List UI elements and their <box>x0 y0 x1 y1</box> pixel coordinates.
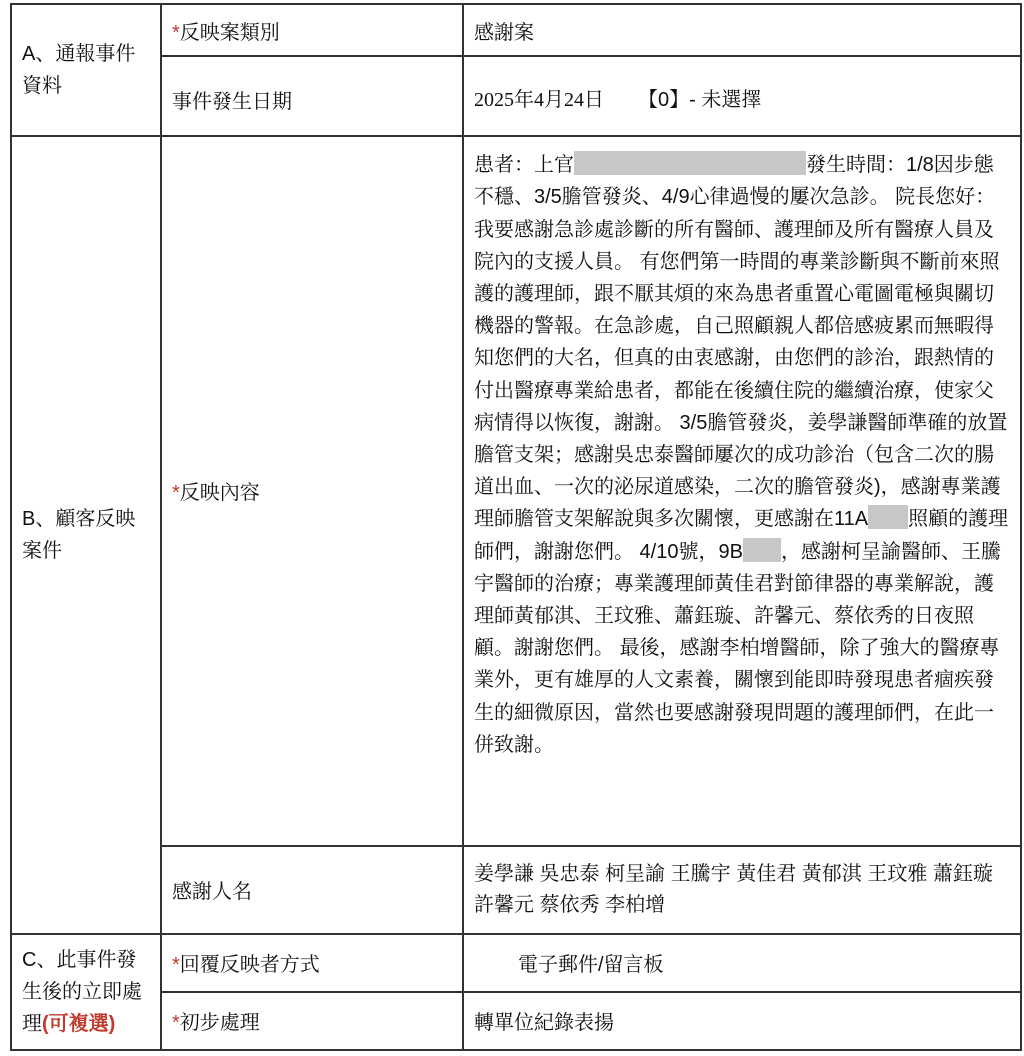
event-report-table <box>10 3 1022 1051</box>
content-seg-4: ，感謝柯呈諭醫師、王騰宇醫師的治療；專業護理師黃佳君對節律器的專業解說，護理師黃郁淇、王玟雅、蕭鈺璇、許馨元、蔡依秀的日夜照顧。謝謝您們。 最後，感謝李柏增醫師，除了強大的醫療專業外，更有雄厚的人文素養，關懷到能即時發現患者痼疾發生的細微原因，當然也要感謝發現問題的護理師們，在此一併致謝。 <box>474 540 1001 756</box>
reply-value: 電子郵件/留言板 <box>518 954 664 977</box>
content-seg-3: 照顧的護理師們，謝謝您們。 4/10號，9B <box>474 508 1009 563</box>
section-b-title <box>11 136 161 934</box>
row-reply <box>11 934 1021 992</box>
section-a-title <box>11 4 161 136</box>
redacted-block <box>868 505 908 529</box>
content-value-cell <box>463 136 1021 845</box>
content-label: 反映內容 <box>179 482 260 505</box>
required-mark: * <box>172 1012 180 1035</box>
required-mark: * <box>172 482 180 505</box>
date-label-cell <box>161 56 463 136</box>
category-label: 反映案類別 <box>179 21 280 44</box>
initial-value: 轉單位紀錄表揚 <box>474 1012 614 1035</box>
reply-label: 回覆反映者方式 <box>179 954 320 977</box>
thanks-names: 姜學謙 吳忠泰 柯呈諭 王騰宇 黃佳君 黃郁淇 王玟雅 蕭鈺璇 許馨元 蔡依秀 李柏增 <box>474 862 993 916</box>
content-label-cell <box>161 136 463 845</box>
section-c-title-text: C、此事件發生後的立即處理 <box>22 948 142 1035</box>
row-category <box>11 4 1021 56</box>
thanks-label: 感謝人名 <box>172 881 252 904</box>
category-value-cell <box>463 4 1021 56</box>
multi-select-note: (可複選) <box>42 1012 116 1035</box>
row-thanks <box>11 846 1021 934</box>
initial-label-cell <box>161 992 463 1050</box>
time-slot-value: 【0】- 未選擇 <box>638 89 762 112</box>
initial-value-cell <box>463 992 1021 1050</box>
row-date <box>11 56 1021 136</box>
date-value-cell <box>463 56 1021 136</box>
row-initial <box>11 992 1021 1050</box>
section-c-title <box>11 934 161 1050</box>
date-line <box>474 83 1010 112</box>
category-value: 感謝案 <box>474 21 534 44</box>
reply-label-cell <box>161 934 463 992</box>
thanks-names-cell <box>463 846 1021 934</box>
required-mark: * <box>172 954 180 977</box>
section-b-title-text: B、顧客反映案件 <box>22 507 136 562</box>
required-mark: * <box>172 21 180 44</box>
date-value: 2025年4月24日 <box>474 89 604 112</box>
thanks-label-cell <box>161 846 463 934</box>
section-a-title-text: A、通報事件資料 <box>22 43 136 98</box>
content-seg-1: 患者：上官 <box>474 154 574 177</box>
redacted-block <box>574 151 806 175</box>
content-seg-2: 發生時間：1/8因步態不穩、3/5膽管發炎、4/9心律過慢的屢次急診。 院長您好： 我要感謝急診處診斷的所有醫師、護理師及所有醫療人員及院內的支援人員。 有您們第一時間的專業診斷與不斷前來照護的護理師，跟不厭其煩的來為患者重置心電圖電極與關切機器的警報。在急診處，自己照顧親人都倍感疲累而無暇得知您們的大名，但真的由衷感謝，由您們的診治，跟熱情的付出醫療專業給患者，都能在後續住院的繼續治療，使家父病情得以恢復，謝謝。 3/5膽管發炎，姜學謙醫師準確的放置膽管支架；感謝吳忠泰醫師屢次的成功診治（包含二次的腸道出血、一次的泌尿道感染，二次的膽管發炎)，感謝專業護理師膽管支架解說與多次關懷，更感謝在11A <box>474 154 1008 531</box>
date-label: 事件發生日期 <box>172 91 292 114</box>
category-label-cell <box>161 4 463 56</box>
reply-value-cell <box>463 934 1021 992</box>
redacted-block <box>743 538 781 562</box>
row-content <box>11 136 1021 845</box>
initial-label: 初步處理 <box>179 1012 260 1035</box>
